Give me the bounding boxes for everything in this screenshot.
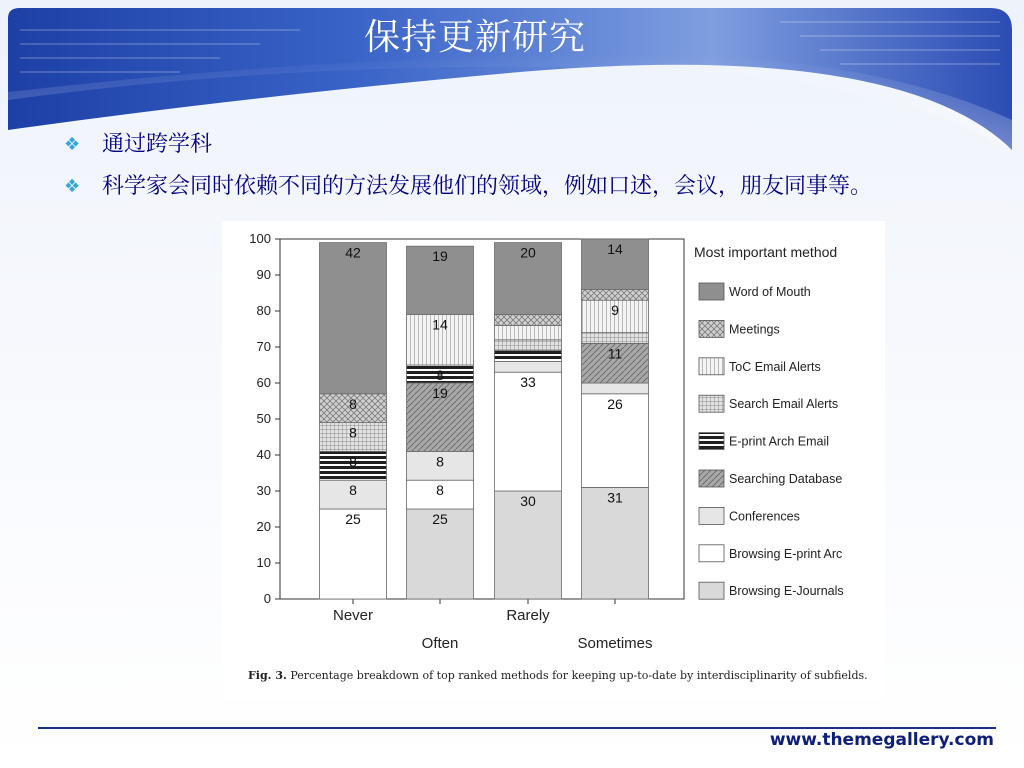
bar-segment xyxy=(495,325,562,339)
legend-label: Meetings xyxy=(729,322,780,337)
data-label: 20 xyxy=(520,244,536,261)
legend-label: Searching Database xyxy=(729,472,843,486)
data-label: 8 xyxy=(436,367,444,383)
bullet-item xyxy=(64,128,364,162)
y-tick-label: 40 xyxy=(256,447,271,462)
data-label: 8 xyxy=(436,453,444,470)
data-label: 19 xyxy=(432,385,448,401)
data-label: 19 xyxy=(432,248,448,265)
legend-swatch xyxy=(699,433,724,450)
data-label: 42 xyxy=(345,244,361,261)
y-tick-label: 30 xyxy=(256,483,271,498)
y-tick-label: 100 xyxy=(249,231,271,246)
data-label: 30 xyxy=(520,493,536,509)
data-label: 8 xyxy=(349,424,357,441)
category-label: Often xyxy=(421,635,459,652)
data-label: 11 xyxy=(607,345,623,362)
stacked-bar-chart xyxy=(222,221,885,661)
legend-swatch xyxy=(699,545,724,562)
bar-segment xyxy=(495,315,562,326)
bar-segment xyxy=(582,333,649,344)
caption-text: Percentage breakdown of top ranked methods for keeping up-to-date by interdisciplinarity of subfields. xyxy=(290,669,868,682)
data-label: 8 xyxy=(349,395,357,412)
legend-title: Most important method xyxy=(694,244,838,260)
legend-swatch xyxy=(699,395,724,412)
legend-swatch xyxy=(699,358,724,375)
legend-label: E-print Arch Email xyxy=(729,434,830,449)
data-label: 31 xyxy=(607,489,623,506)
diamond-bullet-icon: ❖ xyxy=(64,134,81,155)
bar-segment xyxy=(320,243,387,394)
legend-label: Browsing E-Journals xyxy=(729,584,844,599)
footer-url: www.themegallery.com xyxy=(769,730,994,750)
data-label: 25 xyxy=(345,511,361,527)
bar-segment xyxy=(495,340,562,351)
page-title: 保持更新研究 xyxy=(363,17,586,58)
y-tick-label: 90 xyxy=(256,267,271,282)
bar-segment xyxy=(495,351,562,362)
chart-figure xyxy=(222,221,885,699)
bar-segment xyxy=(582,289,649,300)
data-label: 14 xyxy=(607,241,623,257)
diamond-bullet-icon: ❖ xyxy=(64,176,81,197)
category-label: Sometimes xyxy=(577,635,653,652)
y-tick-label: 20 xyxy=(256,519,271,534)
data-label: 25 xyxy=(432,511,448,527)
legend-swatch xyxy=(699,582,724,599)
data-label: 8 xyxy=(436,482,444,499)
data-label: 33 xyxy=(520,374,536,391)
legend-label: Browsing E-print Arc xyxy=(729,546,843,561)
bullet-text: 科学家会同时依赖不同的方法发展他们的领域，例如口述，会议，朋友同事等。 xyxy=(102,174,873,199)
legend-label: Word of Mouth xyxy=(729,285,811,299)
data-label: 9 xyxy=(611,302,619,319)
legend-label: Search Email Alerts xyxy=(729,397,839,412)
y-tick-label: 50 xyxy=(256,411,271,426)
data-label: 8 xyxy=(349,453,357,470)
y-tick-label: 70 xyxy=(256,339,271,354)
data-label: 8 xyxy=(349,482,357,499)
legend-label: ToC Email Alerts xyxy=(729,359,821,374)
legend-swatch xyxy=(699,283,724,300)
bar-segment xyxy=(495,361,562,372)
y-tick-label: 60 xyxy=(256,375,271,390)
y-tick-label: 80 xyxy=(256,303,271,318)
chart-legend xyxy=(694,244,844,599)
category-label: Never xyxy=(332,607,374,624)
data-label: 14 xyxy=(432,316,448,333)
y-tick-label: 10 xyxy=(256,555,271,570)
legend-swatch xyxy=(699,470,724,487)
bar-segment xyxy=(582,383,649,394)
chart-bars xyxy=(320,239,649,599)
legend-label: Conferences xyxy=(729,509,800,524)
bullet-text: 通过跨学科 xyxy=(102,132,213,157)
legend-swatch xyxy=(699,320,724,337)
data-label: 26 xyxy=(607,395,623,412)
y-tick-label: 0 xyxy=(263,591,271,606)
figure-caption xyxy=(248,669,878,682)
footer-divider xyxy=(38,727,996,729)
caption-label: Fig. 3. xyxy=(248,669,287,682)
category-label: Rarely xyxy=(506,607,550,624)
legend-swatch xyxy=(699,507,724,524)
